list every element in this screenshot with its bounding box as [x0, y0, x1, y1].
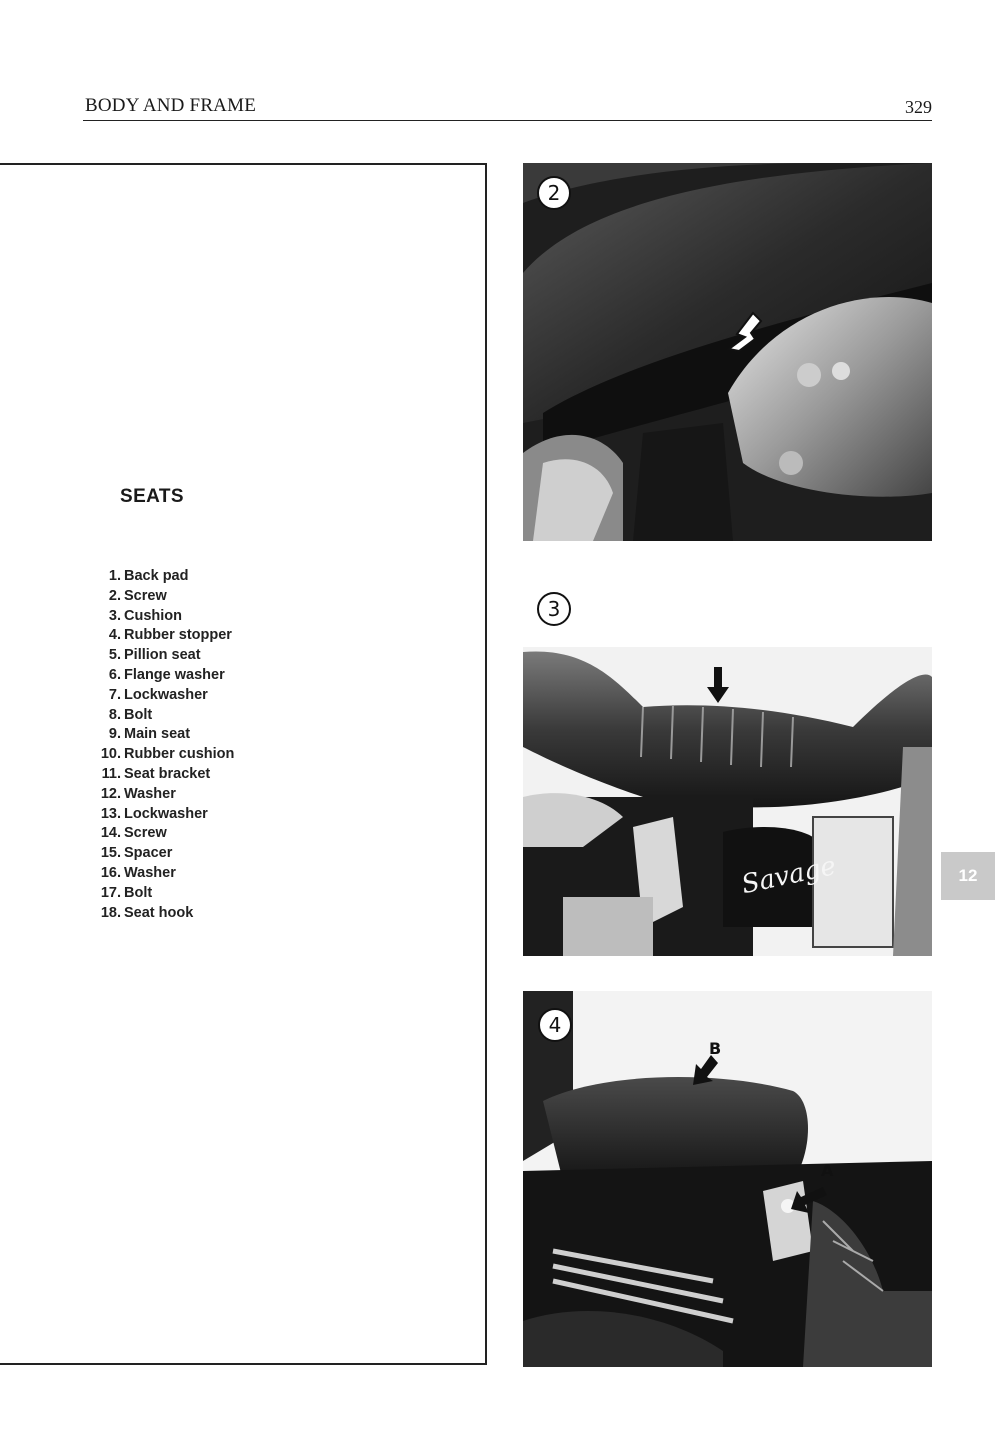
part-number: 3. [108, 607, 121, 624]
part-name: Seat hook [124, 904, 194, 921]
part-name: Screw [124, 587, 167, 604]
figure-2-photo [523, 163, 932, 541]
header-divider [83, 120, 932, 121]
part-name: Seat bracket [124, 765, 211, 782]
savage-logo: Savage [738, 851, 839, 901]
list-item [93, 567, 234, 587]
part-name: Rubber stopper [124, 627, 232, 644]
list-item [93, 745, 234, 765]
part-number: 16. [100, 864, 121, 881]
part-number: 2. [108, 587, 121, 604]
page-header-title: BODY AND FRAME [85, 95, 257, 116]
list-item [93, 805, 234, 825]
part-name: Washer [124, 785, 176, 802]
part-name: Back pad [124, 568, 189, 584]
part-name: Cushion [124, 607, 182, 624]
part-number: 11. [101, 765, 121, 782]
part-name: Bolt [124, 884, 153, 901]
part-number: 14. [100, 825, 121, 842]
list-item [93, 765, 234, 785]
part-number: 7. [108, 686, 121, 703]
part-number: 10. [100, 746, 121, 763]
part-name: Washer [124, 864, 176, 881]
part-name: Lockwasher [124, 686, 208, 703]
list-item [93, 844, 234, 864]
list-item [93, 607, 234, 627]
list-item [93, 824, 234, 844]
list-item [93, 884, 234, 904]
part-number: 12. [100, 785, 121, 802]
figure-4-illustration [523, 991, 932, 1367]
part-number: 6. [108, 666, 121, 683]
chapter-tab: 12 [941, 852, 995, 900]
page-number: 329 [905, 97, 932, 117]
part-name: Main seat [124, 726, 191, 743]
figure-2-number: 2 [537, 176, 571, 210]
list-item [93, 864, 234, 884]
part-number: 13. [100, 805, 121, 822]
callout-b: B [709, 1039, 722, 1058]
list-item [93, 785, 234, 805]
list-item [93, 626, 234, 646]
list-item [93, 904, 234, 924]
part-name: Lockwasher [124, 805, 208, 822]
part-number: 5. [108, 647, 121, 664]
list-item [93, 666, 234, 686]
part-name: Screw [124, 825, 167, 842]
parts-list [93, 567, 234, 923]
figure-3-illustration [523, 647, 932, 956]
part-number: 15. [100, 845, 121, 862]
figure-4-number: 4 [538, 1008, 572, 1042]
part-name: Spacer [124, 845, 173, 862]
part-number: 18. [100, 904, 121, 921]
part-name: Bolt [124, 706, 153, 723]
list-item [93, 646, 234, 666]
list-item [93, 686, 234, 706]
list-item [93, 725, 234, 745]
list-item [93, 587, 234, 607]
figure-4-photo [523, 991, 932, 1367]
figure-2-illustration [523, 163, 932, 541]
list-item [93, 706, 234, 726]
figure-3-number: 3 [537, 592, 571, 626]
section-heading: SEATS [120, 486, 184, 507]
part-name: Pillion seat [124, 647, 201, 664]
part-number: 9. [108, 726, 121, 743]
part-number: 1. [108, 568, 121, 584]
part-number: 8. [108, 706, 121, 723]
figure-3-photo [523, 647, 932, 956]
part-number: 4. [108, 627, 121, 644]
part-name: Flange washer [124, 666, 225, 683]
part-number: 17. [100, 884, 121, 901]
callout-a: A [821, 1161, 834, 1180]
exploded-diagram-frame [0, 163, 487, 1365]
part-name: Rubber cushion [124, 746, 235, 763]
